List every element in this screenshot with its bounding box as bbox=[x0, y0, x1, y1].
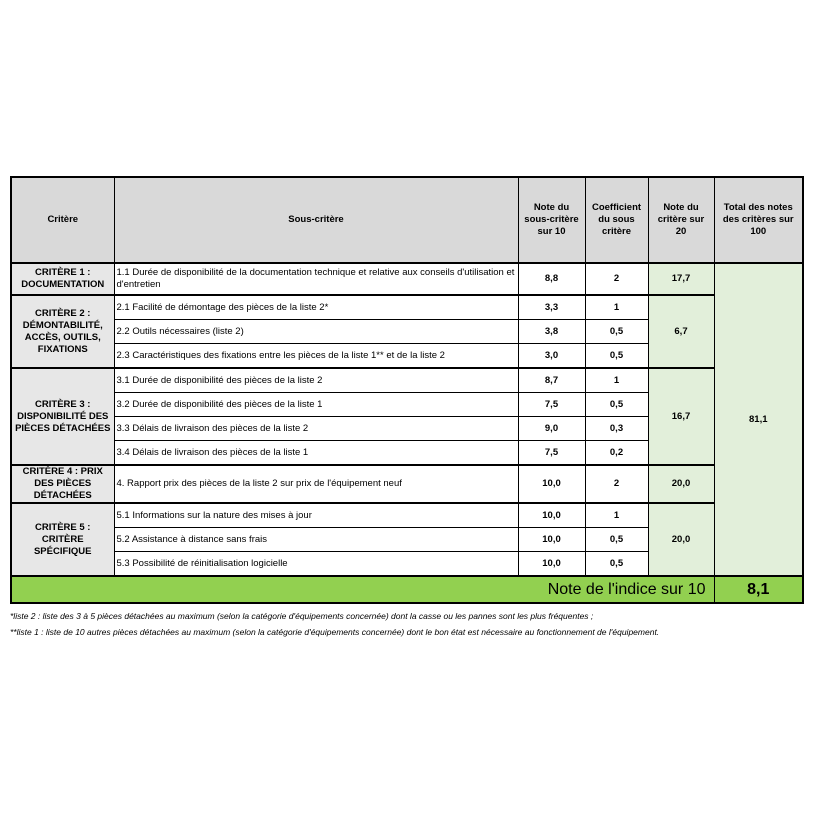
footnotes bbox=[10, 608, 802, 640]
subcriterion-coefficient: 0,5 bbox=[585, 552, 648, 577]
subcriterion-coefficient: 0,3 bbox=[585, 417, 648, 441]
subcriterion-coefficient: 0,5 bbox=[585, 393, 648, 417]
criterion-score: 17,7 bbox=[648, 263, 714, 295]
total-score: 81,1 bbox=[714, 263, 803, 576]
subcriterion-coefficient: 0,5 bbox=[585, 344, 648, 369]
subcriterion-label: 3.2 Durée de disponibilité des pièces de la liste 1 bbox=[114, 393, 518, 417]
header-total: Total des notes des critères sur 100 bbox=[714, 177, 803, 263]
subcriterion-note: 3,0 bbox=[518, 344, 585, 369]
subcriterion-note: 10,0 bbox=[518, 465, 585, 503]
header-critere: Critère bbox=[11, 177, 114, 263]
criterion-score: 6,7 bbox=[648, 295, 714, 368]
subcriterion-label: 1.1 Durée de disponibilité de la documentation technique et relative aux conseils d'utilisation et d'entretien bbox=[114, 263, 518, 295]
criterion-score: 16,7 bbox=[648, 368, 714, 465]
criterion-score: 20,0 bbox=[648, 465, 714, 503]
subcriterion-label: 5.3 Possibilité de réinitialisation logicielle bbox=[114, 552, 518, 577]
criterion-name: CRITÈRE 5 : CRITÈRE SPÉCIFIQUE bbox=[11, 503, 114, 576]
subcriterion-note: 7,5 bbox=[518, 441, 585, 466]
subcriterion-label: 5.1 Informations sur la nature des mises à jour bbox=[114, 503, 518, 528]
subcriterion-note: 9,0 bbox=[518, 417, 585, 441]
header-sous-critere: Sous-critère bbox=[114, 177, 518, 263]
subcriterion-label: 5.2 Assistance à distance sans frais bbox=[114, 528, 518, 552]
subcriterion-note: 10,0 bbox=[518, 528, 585, 552]
subcriterion-coefficient: 1 bbox=[585, 503, 648, 528]
subcriterion-note: 3,3 bbox=[518, 295, 585, 320]
subcriterion-note: 8,7 bbox=[518, 368, 585, 393]
subcriterion-note: 8,8 bbox=[518, 263, 585, 295]
subcriterion-note: 10,0 bbox=[518, 552, 585, 577]
table-row bbox=[11, 295, 803, 320]
repairability-index-sheet bbox=[10, 176, 802, 640]
header-coefficient: Coefficient du sous critère bbox=[585, 177, 648, 263]
header-note-critere: Note du critère sur 20 bbox=[648, 177, 714, 263]
criterion-name: CRITÈRE 3 : DISPONIBILITÉ DES PIÈCES DÉTACHÉES bbox=[11, 368, 114, 465]
subcriterion-label: 3.1 Durée de disponibilité des pièces de la liste 2 bbox=[114, 368, 518, 393]
subcriterion-note: 10,0 bbox=[518, 503, 585, 528]
subcriterion-label: 2.3 Caractéristiques des fixations entre les pièces de la liste 1** et de la liste 2 bbox=[114, 344, 518, 369]
subcriterion-coefficient: 0,2 bbox=[585, 441, 648, 466]
table-row bbox=[11, 368, 803, 393]
subcriterion-coefficient: 0,5 bbox=[585, 528, 648, 552]
final-row bbox=[11, 576, 803, 603]
subcriterion-coefficient: 2 bbox=[585, 465, 648, 503]
subcriterion-label: 3.3 Délais de livraison des pièces de la liste 2 bbox=[114, 417, 518, 441]
subcriterion-label: 3.4 Délais de livraison des pièces de la liste 1 bbox=[114, 441, 518, 466]
criterion-name: CRITÈRE 4 : PRIX DES PIÈCES DÉTACHÉES bbox=[11, 465, 114, 503]
subcriterion-label: 4. Rapport prix des pièces de la liste 2 sur prix de l'équipement neuf bbox=[114, 465, 518, 503]
table-row bbox=[11, 503, 803, 528]
footnote-liste-1: **liste 1 : liste de 10 autres pièces détachées au maximum (selon la catégorie d'équipements concernée) dont le bon état est nécessaire au fonctionnement de l'équipement. bbox=[10, 627, 660, 637]
criterion-name: CRITÈRE 1 : DOCUMENTATION bbox=[11, 263, 114, 295]
score-table bbox=[10, 176, 804, 604]
subcriterion-coefficient: 1 bbox=[585, 295, 648, 320]
header-row bbox=[11, 177, 803, 263]
subcriterion-label: 2.1 Facilité de démontage des pièces de la liste 2* bbox=[114, 295, 518, 320]
table-row bbox=[11, 263, 803, 295]
footnote-liste-2: *liste 2 : liste des 3 à 5 pièces détachées au maximum (selon la catégorie d'équipements concernée) dont la casse ou les pannes sont les plus fréquentes ; bbox=[10, 611, 594, 621]
subcriterion-coefficient: 0,5 bbox=[585, 320, 648, 344]
subcriterion-note: 7,5 bbox=[518, 393, 585, 417]
subcriterion-label: 2.2 Outils nécessaires (liste 2) bbox=[114, 320, 518, 344]
subcriterion-coefficient: 1 bbox=[585, 368, 648, 393]
subcriterion-coefficient: 2 bbox=[585, 263, 648, 295]
criterion-score: 20,0 bbox=[648, 503, 714, 576]
table-row bbox=[11, 465, 803, 503]
criterion-name: CRITÈRE 2 : DÉMONTABILITÉ, ACCÈS, OUTILS, FIXATIONS bbox=[11, 295, 114, 368]
subcriterion-note: 3,8 bbox=[518, 320, 585, 344]
final-value: 8,1 bbox=[714, 576, 803, 603]
final-label: Note de l'indice sur 10 bbox=[11, 576, 714, 603]
table-body bbox=[11, 263, 803, 576]
header-note-sous-critere: Note du sous-critère sur 10 bbox=[518, 177, 585, 263]
